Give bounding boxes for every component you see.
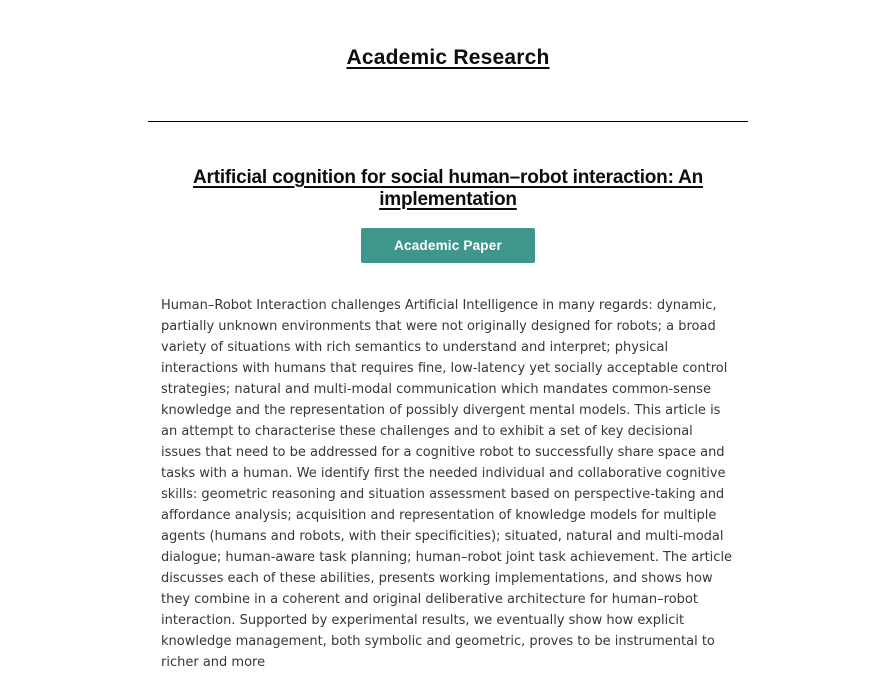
page-container: [148, 0, 748, 673]
site-header-title: Academic Research: [346, 46, 550, 69]
tag-row: [148, 228, 748, 263]
article-abstract: Human–Robot Interaction challenges Artificial Intelligence in many regards: dynamic, partially unknown environments that were not originally designed for robots; a broad variety of situations with rich semantics to understand and interpret; physical interactions with humans that requires fine, low-latency yet socially acceptable control strategies; natural and multi-modal communication which mandates common-sense knowledge and the representation of possibly divergent mental models. This article is an attempt to characterise these challenges and to exhibit a set of key decisional issues that need to be addressed for a cognitive robot to successfully share space and tasks with a human. We identify first the needed individual and collaborative cognitive skills: geometric reasoning and situation assessment based on perspective-taking and affordance analysis; acquisition and representation of knowledge models for multiple agents (humans and robots, with their specificities); situated, natural and multi-modal dialogue; human-aware task planning; human–robot joint task achievement. The article discusses each of these abilities, presents working implementations, and shows how they combine in a coherent and original deliberative architecture for human–robot interaction. Supported by experimental results, we eventually show how explicit knowledge management, both symbolic and geometric, proves to be instrumental to richer and more: [161, 298, 733, 670]
header-divider: [148, 121, 748, 122]
category-tag-button[interactable]: Academic Paper: [361, 228, 535, 263]
article-title: Artificial cognition for social human–robot interaction: An implementation: [192, 167, 704, 210]
